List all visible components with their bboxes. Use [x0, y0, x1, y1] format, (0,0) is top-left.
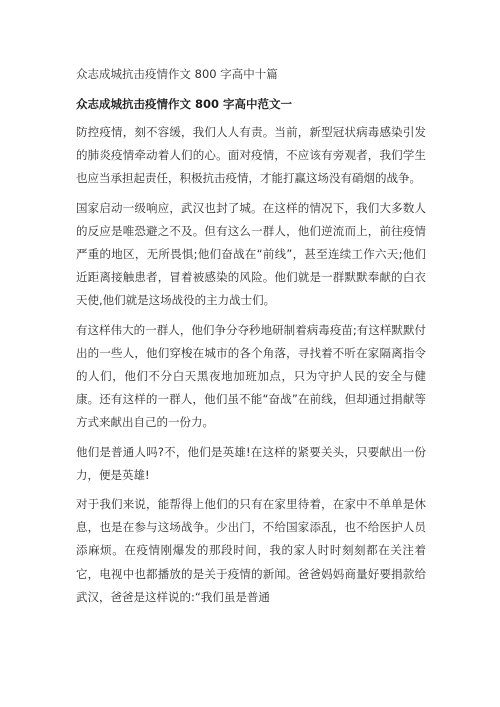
paragraph-1: 防控疫情，刻不容缓，我们人人有责。当前，新型冠状病毒感染引发的肺炎疫情牵动着人们的心。面对疫情，不应该有旁观者，我们学生也应当承担起责任，积极抗击疫情，才能打赢这场没有硝烟的战争。 — [76, 125, 426, 186]
document-subtitle: 众志成城抗击疫情作文 800 字高中范文一 — [76, 97, 293, 111]
paragraph-4: 他们是普通人吗?不，他们是英雄!在这样的紧要关头，只要献出一份力，便是英雄! — [76, 444, 426, 482]
paragraph-5: 对于我们来说，能帮得上他们的只有在家里待着，在家中不单单是休息，也是在参与这场战争。少出门，不给国家添乱，也不给医护人员添麻烦。在疫情刚爆发的那段时间，我的家人时时刻刻都在关注着它，电视中也都播放的是关于疫情的新闻。爸爸妈妈商量好要捐款给武汉，爸爸是这样说的:“我们虽是普通 — [76, 497, 426, 604]
paragraph-2: 国家启动一级响应，武汉也封了城。在这样的情况下，我们大多数人的反应是唯恐避之不及。但有这么一群人，他们逆流而上，前往疫情严重的地区，无所畏惧;他们奋战在“前线”，甚至连续工作六天;他们近距离接触患者，冒着被感染的风险。他们就是一群默默奉献的白衣天使,他们就是这场战役的主力战士们。 — [76, 200, 426, 308]
document-title: 众志成城抗击疫情作文 800 字高中十篇 — [76, 67, 278, 81]
paragraph-3: 有这样伟大的一群人，他们争分夺秒地研制着病毒疫苗;有这样默默付出的一些人，他们穿梭在城市的各个角落，寻找着不听在家隔离指令的人们，他们不分白天黑夜地加班加点，只为守护人民的安全与健康。还有这样的一群人，他们虽不能“奋战”在前线，但却通过捐献等方式来献出自己的一份力。 — [76, 322, 426, 430]
